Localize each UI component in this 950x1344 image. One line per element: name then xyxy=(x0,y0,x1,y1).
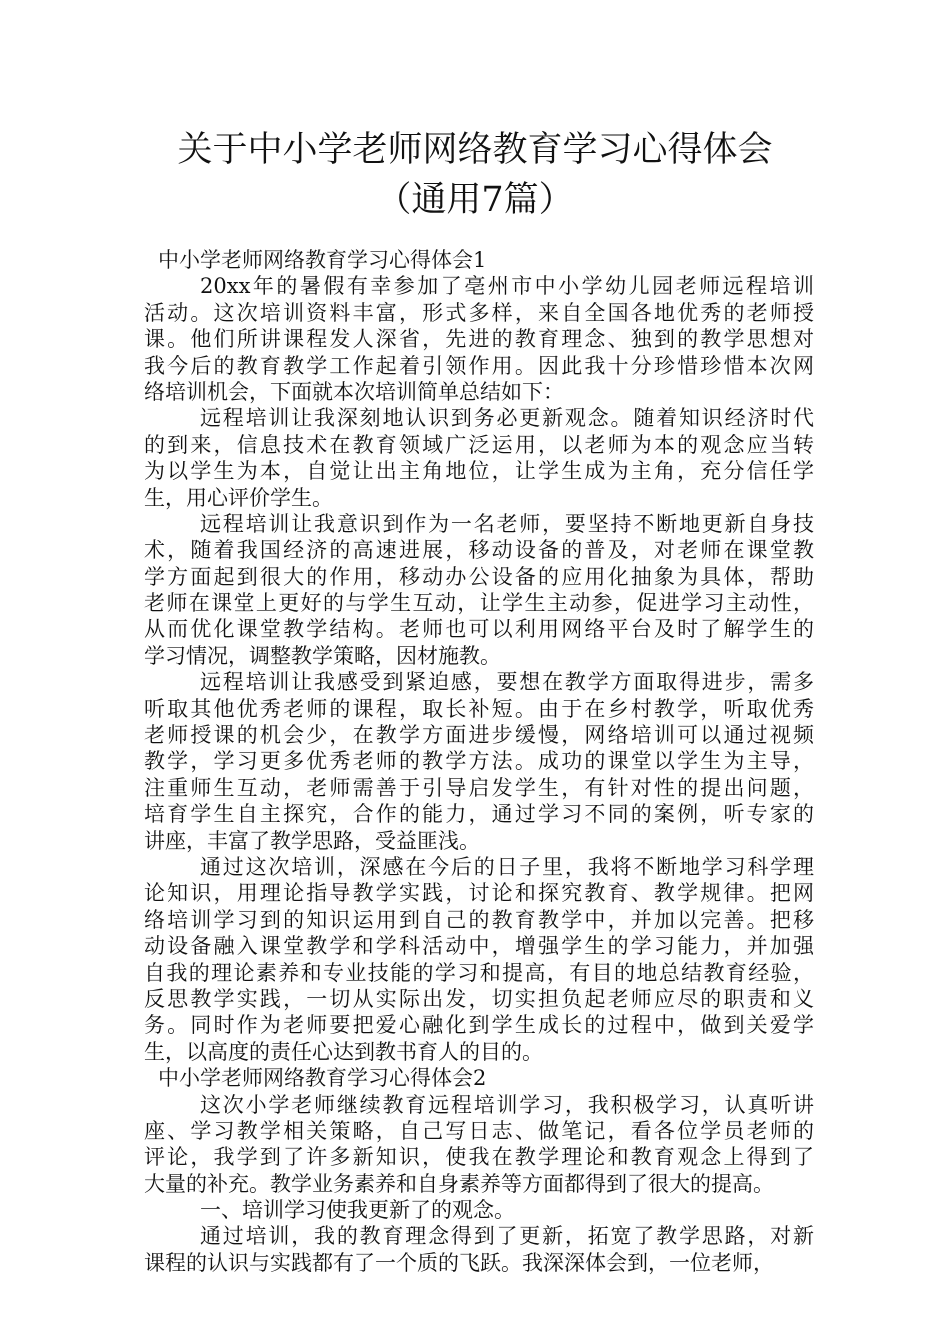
paragraph-line: 学方面起到很大的作用，移动办公设备的应用化抽象为具体，帮助 xyxy=(144,564,814,589)
paragraph-line: 大量的补充。教学业务素养和自身素养等方面都得到了很大的提高。 xyxy=(144,1171,774,1196)
paragraph-line: 教学，学习更多优秀老师的教学方法。成功的课堂以学生为主导， xyxy=(144,749,814,774)
paragraph-line: 反思教学实践，一切从实际出发，切实担负起老师应尽的职责和义 xyxy=(144,986,814,1011)
section-heading: 中小学老师网络教育学习心得体会1 xyxy=(158,248,487,272)
paragraph-line: 生，以高度的责任心达到教书育人的目的。 xyxy=(144,1039,543,1064)
paragraph-line: 生，用心评价学生。 xyxy=(144,485,333,510)
paragraph-line: 论知识，用理论指导教学实践，讨论和探究教育、教学规律。把网 xyxy=(144,881,814,906)
paragraph-line: 座、学习教学相关策略，自己写日志、做笔记，看各位学员老师的 xyxy=(144,1118,814,1143)
paragraph-line: 课程的认识与实践都有了一个质的飞跃。我深深体会到，一位老师， xyxy=(144,1250,774,1275)
paragraph-line: 我今后的教育教学工作起着引领作用。因此我十分珍惜珍惜本次网 xyxy=(144,353,814,378)
section-heading: 中小学老师网络教育学习心得体会2 xyxy=(158,1066,487,1091)
paragraph-line: 活动。这次培训资料丰富，形式多样，来自全国各地优秀的老师授 xyxy=(144,300,814,325)
paragraph-line: 一、培训学习使我更新了的观念。 xyxy=(200,1198,515,1223)
paragraph-line: 讲座，丰富了教学思路，受益匪浅。 xyxy=(144,828,480,853)
document-subtitle: （通用7篇） xyxy=(376,180,574,220)
paragraph-line: 课。他们所讲课程发人深省，先进的教育理念、独到的教学思想对 xyxy=(144,327,814,352)
paragraph-line: 远程培训让我感受到紧迫感，要想在教学方面取得进步，需多 xyxy=(200,670,814,695)
paragraph-line: 20xx年的暑假有幸参加了亳州市中小学幼儿园老师远程培训 xyxy=(200,274,814,299)
paragraph-line: 学习情况，调整教学策略，因材施教。 xyxy=(144,643,501,668)
paragraph-line: 络培训机会，下面就本次培训简单总结如下： xyxy=(144,379,564,404)
paragraph-line: 络培训学习到的知识运用到自己的教育教学中，并加以完善。把移 xyxy=(144,907,814,932)
paragraph-line: 培育学生自主探究，合作的能力，通过学习不同的案例，听专家的 xyxy=(144,802,814,827)
paragraph-line: 远程培训让我深刻地认识到务必更新观念。随着知识经济时代 xyxy=(200,406,814,431)
paragraph-line: 老师在课堂上更好的与学生互动，让学生主动参，促进学习主动性， xyxy=(144,591,814,616)
document-title: 关于中小学老师网络教育学习心得体会 xyxy=(177,130,773,170)
paragraph-line: 听取其他优秀老师的课程，取长补短。由于在乡村教学，听取优秀 xyxy=(144,696,814,721)
paragraph-line: 评论，我学到了许多新知识，使我在教学理论和教育观念上得到了 xyxy=(144,1145,814,1170)
paragraph-line: 务。同时作为老师要把爱心融化到学生成长的过程中，做到关爱学 xyxy=(144,1013,814,1038)
paragraph-line: 远程培训让我意识到作为一名老师，要坚持不断地更新自身技 xyxy=(200,511,814,536)
paragraph-line: 注重师生互动，老师需善于引导启发学生，有针对性的提出问题， xyxy=(144,775,814,800)
paragraph-line: 自我的理论素养和专业技能的学习和提高，有目的地总结教育经验， xyxy=(144,960,814,985)
paragraph-line: 这次小学老师继续教育远程培训学习，我积极学习，认真听讲 xyxy=(200,1092,814,1117)
paragraph-line: 老师授课的机会少，在教学方面进步缓慢，网络培训可以通过视频 xyxy=(144,723,814,748)
paragraph-line: 术，随着我国经济的高速进展，移动设备的普及，对老师在课堂教 xyxy=(144,538,814,563)
document-body xyxy=(144,247,814,1276)
paragraph-line: 的到来，信息技术在教育领域广泛运用，以老师为本的观念应当转 xyxy=(144,432,814,457)
paragraph-line: 通过培训，我的教育理念得到了更新，拓宽了教学思路，对新 xyxy=(200,1224,814,1249)
paragraph-line: 从而优化课堂教学结构。老师也可以利用网络平台及时了解学生的 xyxy=(144,617,814,642)
paragraph-line: 通过这次培训，深感在今后的日子里，我将不断地学习科学理 xyxy=(200,854,814,879)
paragraph-line: 为以学生为本，自觉让出主角地位，让学生成为主角，充分信任学 xyxy=(144,459,814,484)
paragraph-line: 动设备融入课堂教学和学科活动中，增强学生的学习能力，并加强 xyxy=(144,934,814,959)
